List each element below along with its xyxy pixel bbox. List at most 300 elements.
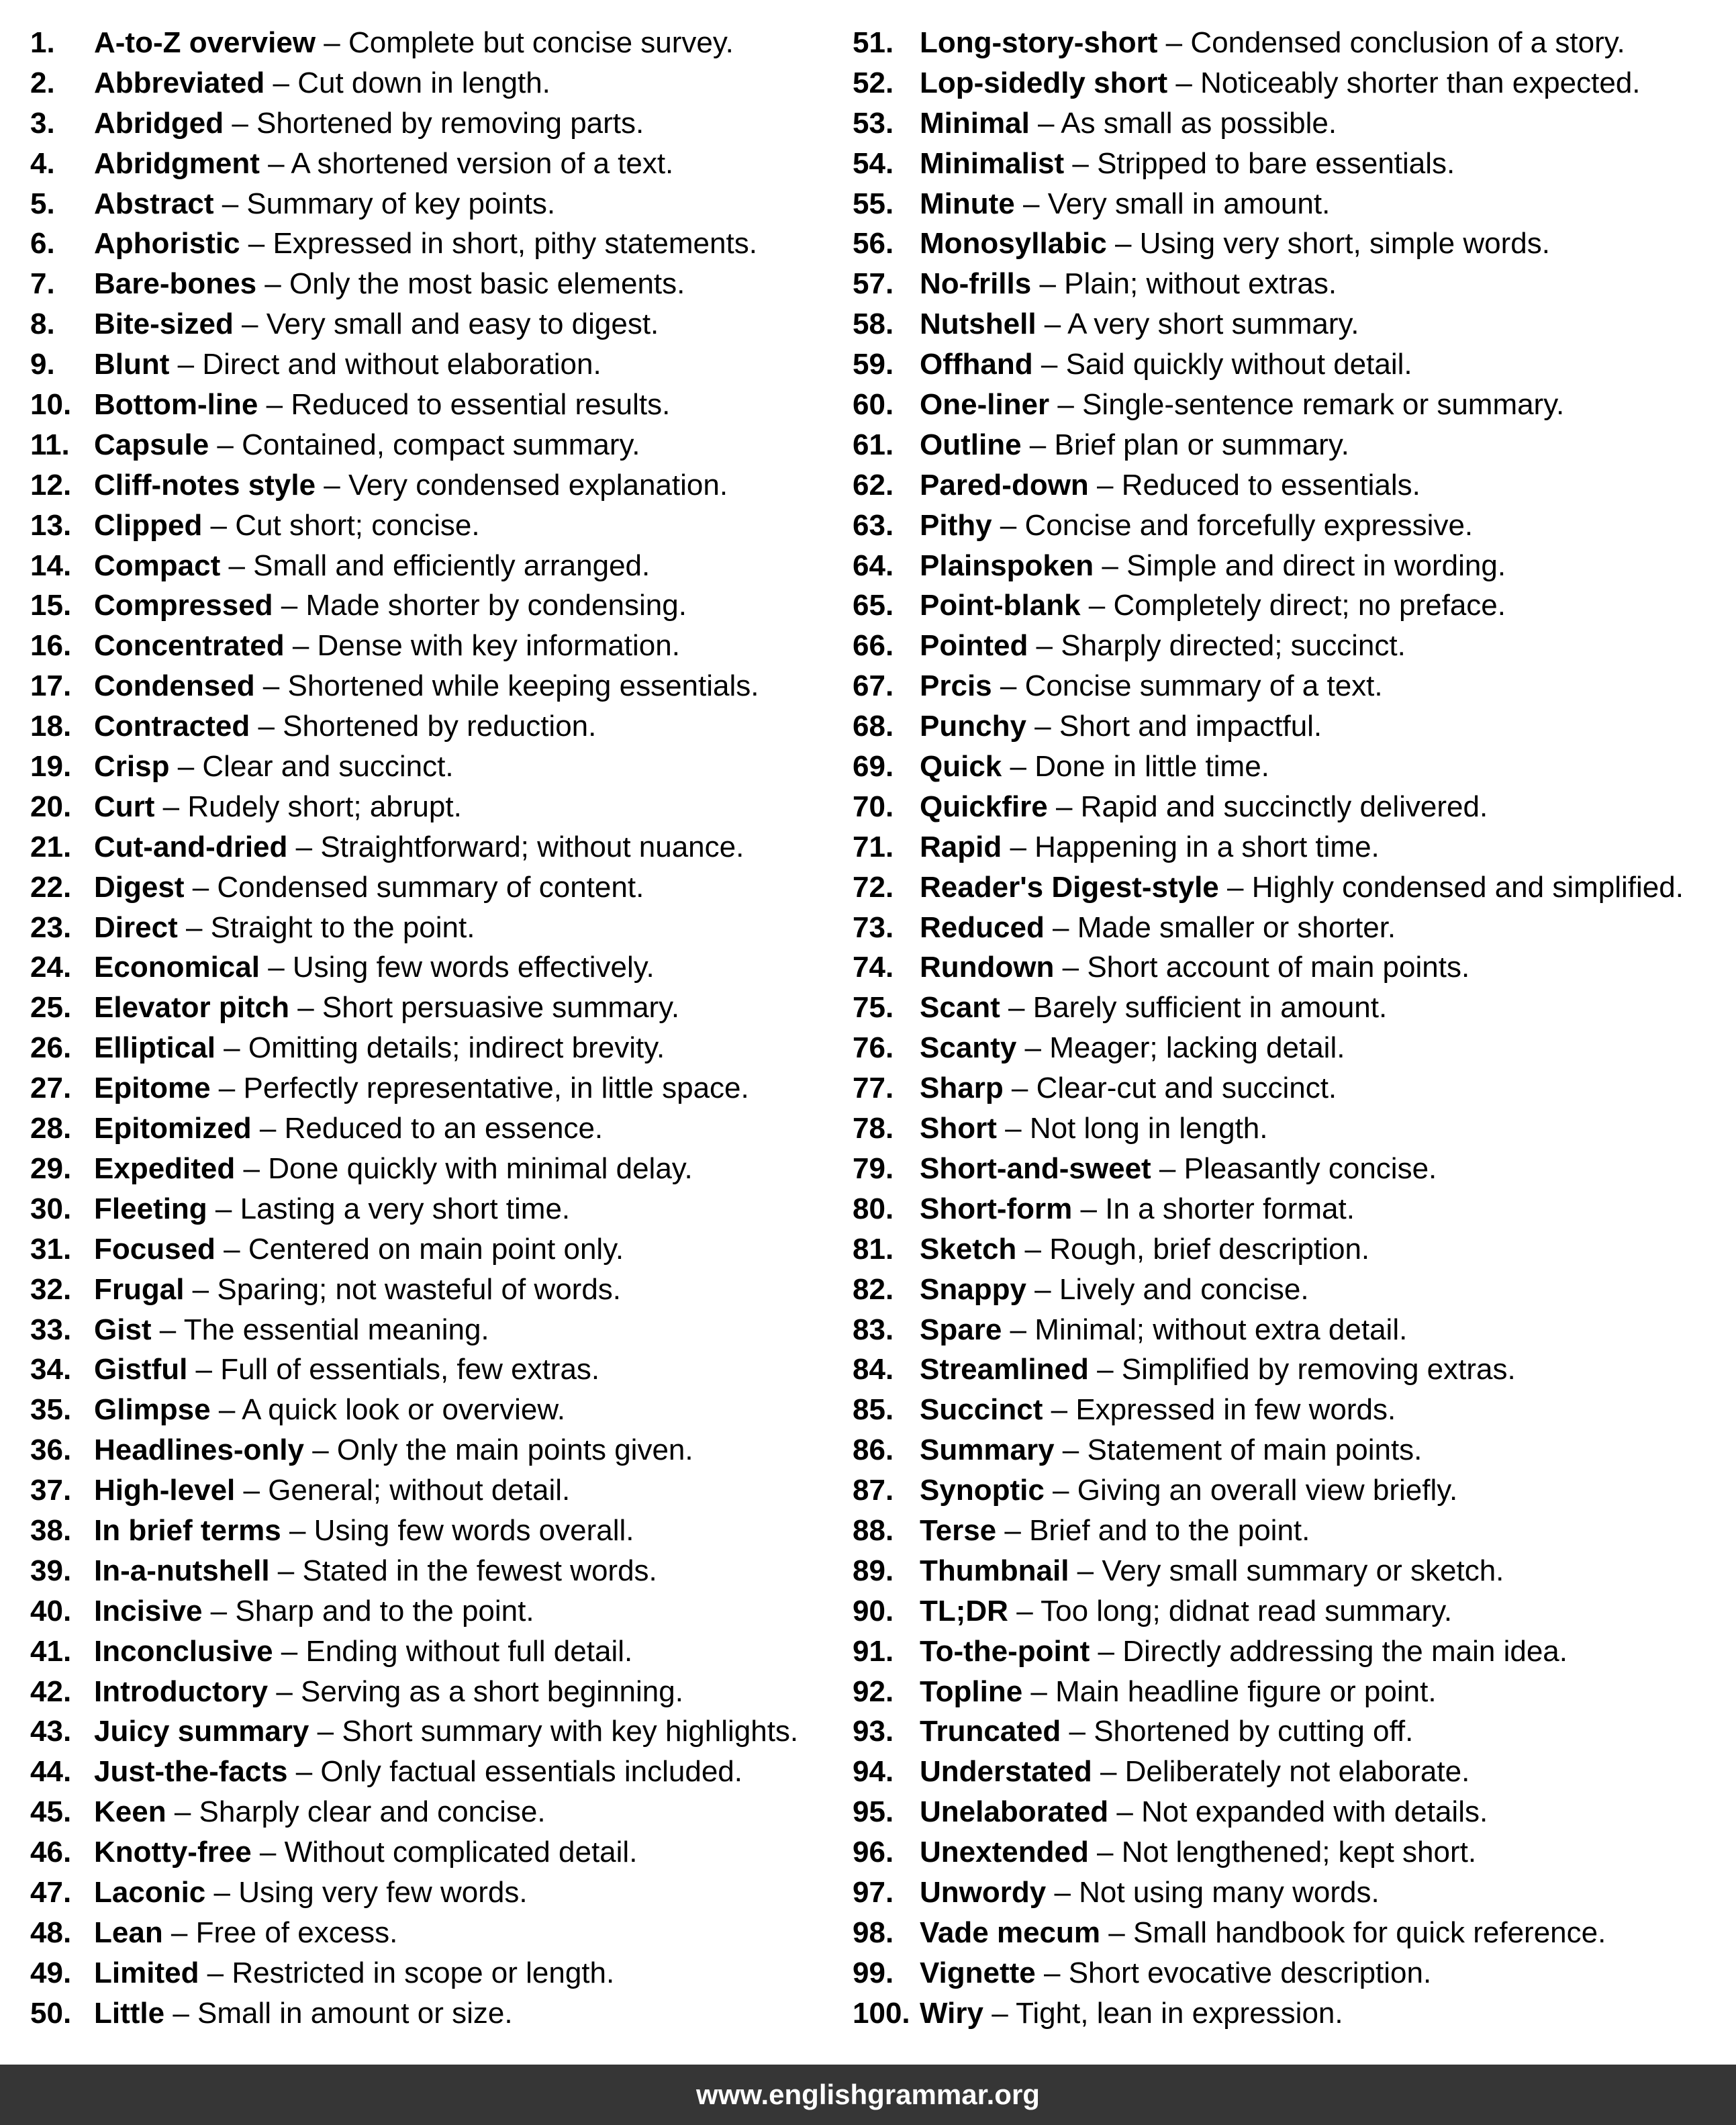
item-definition: Using few words effectively. (292, 951, 655, 984)
item-number: 47. (30, 1875, 72, 1909)
list-item (30, 506, 836, 546)
item-separator: – (235, 1151, 269, 1185)
item-number: 42. (30, 1674, 72, 1708)
list-item (30, 1511, 836, 1551)
item-text (920, 1310, 1407, 1350)
item-term: High-level (94, 1474, 236, 1507)
item-number: 13. (30, 508, 72, 542)
item-definition: Very small summary or sketch. (1102, 1554, 1504, 1587)
item-text (920, 1591, 1452, 1632)
item-term: Rapid (920, 830, 1002, 863)
item-definition: Very condensed explanation. (348, 468, 728, 502)
item-definition: The essential meaning. (183, 1313, 489, 1346)
item-separator: – (273, 1634, 306, 1668)
item-term: Just-the-facts (94, 1755, 288, 1789)
item-number: 52. (853, 66, 894, 99)
item-term: Unwordy (920, 1875, 1047, 1909)
list-item (30, 1028, 836, 1068)
item-definition: Expressed in short, pithy statements. (273, 227, 757, 261)
item-separator: – (1218, 870, 1252, 904)
item-number: 22. (30, 870, 72, 904)
list-item (853, 1953, 1725, 1993)
item-definition: Full of essentials, few extras. (220, 1353, 600, 1386)
item-term: Streamlined (920, 1353, 1089, 1386)
item-term: Short (920, 1112, 997, 1145)
item-separator: – (250, 710, 283, 743)
item-text (94, 706, 596, 747)
list-item (853, 1632, 1725, 1672)
item-definition: Cut down in length. (297, 66, 550, 99)
item-number: 25. (30, 991, 72, 1025)
item-number: 66. (853, 629, 894, 663)
item-text (920, 546, 1506, 586)
item-term: Curt (94, 790, 155, 823)
item-term: Frugal (94, 1272, 185, 1306)
item-text (920, 465, 1420, 506)
item-number: 33. (30, 1313, 72, 1346)
item-term: Clipped (94, 508, 203, 542)
list-item (30, 988, 836, 1028)
item-separator: – (303, 1433, 337, 1467)
list-item (853, 1993, 1725, 2034)
item-text (920, 585, 1506, 626)
item-number: 34. (30, 1353, 72, 1386)
item-number: 99. (853, 1956, 894, 1989)
item-separator: – (1032, 348, 1066, 381)
item-definition: Barely sufficient in amount. (1032, 991, 1388, 1025)
item-definition: Rudely short; abrupt. (187, 790, 462, 823)
item-text (920, 747, 1269, 787)
item-separator: – (1028, 629, 1061, 663)
item-separator: – (1167, 66, 1201, 99)
item-term: Knotty-free (94, 1836, 252, 1869)
item-separator: – (1088, 1353, 1122, 1386)
item-separator: – (1088, 468, 1122, 502)
item-term: Inconclusive (94, 1634, 273, 1668)
list-item (30, 184, 836, 224)
list-item (30, 1953, 836, 1993)
item-number: 73. (853, 910, 894, 944)
item-number: 65. (853, 589, 894, 622)
item-term: Glimpse (94, 1393, 211, 1427)
item-definition: Only the most basic elements. (289, 267, 685, 301)
item-separator: – (1002, 1313, 1035, 1346)
list-item (853, 23, 1725, 63)
item-separator: – (1054, 951, 1088, 984)
item-separator: – (199, 1956, 232, 1989)
item-text (94, 344, 601, 385)
item-number: 3. (30, 106, 55, 140)
item-text (94, 626, 680, 666)
item-definition: Made shorter by condensing. (305, 589, 687, 622)
item-number: 96. (853, 1836, 894, 1869)
item-separator: – (1021, 428, 1055, 461)
item-separator: – (284, 629, 318, 663)
item-term: Expedited (94, 1151, 236, 1185)
item-definition: Said quickly without detail. (1065, 348, 1412, 381)
item-number: 20. (30, 790, 72, 823)
item-text (94, 1270, 621, 1310)
item-text (94, 1350, 599, 1390)
item-separator: – (154, 790, 188, 823)
item-term: Pared-down (920, 468, 1089, 502)
item-definition: Stated in the fewest words. (302, 1554, 657, 1587)
list-item (853, 947, 1725, 988)
item-separator: – (1047, 790, 1081, 823)
item-definition: Ending without full detail. (305, 1634, 633, 1668)
list-item (853, 465, 1725, 506)
item-separator: – (259, 951, 293, 984)
item-separator: – (1031, 267, 1065, 301)
item-term: Elevator pitch (94, 991, 289, 1025)
item-separator: – (1064, 146, 1098, 180)
item-term: Scant (920, 991, 1000, 1025)
item-term: Long-story-short (920, 26, 1158, 59)
item-number: 51. (853, 26, 894, 59)
item-separator: – (1008, 1594, 1041, 1627)
item-separator: – (1029, 106, 1061, 140)
item-separator: – (210, 1393, 242, 1427)
item-term: One-liner (920, 388, 1050, 422)
item-number: 78. (853, 1112, 894, 1145)
item-definition: Meager; lacking detail. (1049, 1031, 1345, 1065)
item-definition: Short persuasive summary. (322, 991, 680, 1025)
item-text (94, 1832, 637, 1873)
item-definition: Concise and forcefully expressive. (1024, 508, 1474, 542)
item-text (920, 144, 1455, 184)
item-definition: Omitting details; indirect brevity. (248, 1031, 665, 1065)
item-separator: – (256, 267, 289, 301)
item-number: 91. (853, 1634, 894, 1668)
item-text (920, 1953, 1431, 1993)
item-definition: Pleasantly concise. (1184, 1151, 1437, 1185)
item-text (94, 385, 670, 425)
item-separator: – (184, 870, 218, 904)
item-separator: – (289, 991, 322, 1025)
item-text (94, 63, 550, 103)
list-item (853, 304, 1725, 344)
item-number: 27. (30, 1072, 72, 1105)
item-definition: Centered on main point only. (248, 1232, 624, 1266)
item-number: 69. (853, 750, 894, 784)
item-term: Punchy (920, 710, 1026, 743)
item-text (920, 425, 1349, 465)
item-term: In-a-nutshell (94, 1554, 270, 1587)
list-item (30, 1632, 836, 1672)
list-item (30, 908, 836, 948)
item-separator: – (235, 1474, 269, 1507)
list-item (30, 1591, 836, 1632)
item-term: Reduced (920, 910, 1045, 944)
item-definition: Only the main points given. (336, 1433, 693, 1467)
item-separator: – (1061, 1715, 1094, 1748)
item-term: Abridged (94, 106, 224, 140)
item-separator: – (1016, 1031, 1050, 1065)
list-item (30, 23, 836, 63)
list-item (853, 506, 1725, 546)
item-term: Minimal (920, 106, 1030, 140)
item-separator: – (1088, 1836, 1122, 1869)
item-separator: – (1014, 187, 1048, 220)
item-separator: – (1036, 308, 1068, 341)
item-text (94, 184, 555, 224)
item-definition: Tight, lean in expression. (1016, 1996, 1343, 2030)
item-separator: – (992, 669, 1025, 703)
item-number: 56. (853, 227, 894, 261)
item-term: Sharp (920, 1072, 1004, 1105)
item-term: Compact (94, 549, 221, 582)
item-separator: – (213, 187, 247, 220)
item-separator: – (309, 1715, 342, 1748)
item-definition: Short account of main points. (1087, 951, 1470, 984)
list-item (853, 827, 1725, 867)
item-definition: Dense with key information. (317, 629, 680, 663)
list-item (30, 1832, 836, 1873)
item-number: 59. (853, 348, 894, 381)
item-term: Epitomized (94, 1112, 252, 1145)
item-definition: Serving as a short beginning. (301, 1674, 683, 1708)
item-text (94, 1913, 397, 1953)
item-separator: – (224, 106, 257, 140)
list-item (853, 1350, 1725, 1390)
item-term: A-to-Z overview (94, 26, 316, 59)
item-term: Abstract (94, 187, 214, 220)
item-definition: Short evocative description. (1068, 1956, 1432, 1989)
item-term: Gist (94, 1313, 152, 1346)
item-separator: – (1049, 388, 1083, 422)
item-text (94, 747, 454, 787)
item-text (920, 1672, 1437, 1712)
item-definition: Contained, compact summary. (242, 428, 640, 461)
item-number: 83. (853, 1313, 894, 1346)
item-text (920, 103, 1337, 144)
item-separator: – (1026, 710, 1059, 743)
item-separator: – (1100, 1916, 1133, 1949)
item-text (94, 1108, 603, 1149)
list-item (30, 546, 836, 586)
item-text (94, 867, 644, 908)
item-number: 67. (853, 669, 894, 703)
item-text (94, 1390, 565, 1430)
item-text (920, 184, 1330, 224)
item-number: 87. (853, 1474, 894, 1507)
item-text (920, 1189, 1355, 1229)
list-item (30, 1350, 836, 1390)
list-item (853, 747, 1725, 787)
item-separator: – (1094, 549, 1127, 582)
item-number: 100. (853, 1996, 910, 2030)
list-item (853, 425, 1725, 465)
list-item (30, 1149, 836, 1189)
item-text (920, 23, 1625, 63)
item-term: Topline (920, 1674, 1023, 1708)
item-number: 90. (853, 1594, 894, 1627)
item-separator: – (1106, 227, 1140, 261)
item-definition: General; without detail. (268, 1474, 571, 1507)
list-item (853, 1390, 1725, 1430)
item-definition: Giving an overall view briefly. (1077, 1474, 1458, 1507)
list-item (853, 1229, 1725, 1270)
item-separator: – (166, 1795, 199, 1829)
item-term: Epitome (94, 1072, 211, 1105)
item-number: 54. (853, 146, 894, 180)
item-term: Aphoristic (94, 227, 240, 261)
list-item (30, 465, 836, 506)
item-number: 86. (853, 1433, 894, 1467)
item-definition: Very small in amount. (1047, 187, 1331, 220)
item-definition: Completely direct; no preface. (1113, 589, 1506, 622)
item-text (94, 1068, 749, 1108)
item-definition: Sharp and to the point. (235, 1594, 534, 1627)
item-definition: Done in little time. (1034, 750, 1269, 784)
list-item (853, 1108, 1725, 1149)
item-term: Little (94, 1996, 165, 2030)
item-definition: Done quickly with minimal delay. (268, 1151, 693, 1185)
item-definition: Deliberately not elaborate. (1124, 1755, 1470, 1789)
item-number: 9. (30, 348, 55, 381)
item-text (94, 264, 685, 304)
item-number: 5. (30, 187, 55, 220)
list-item (30, 103, 836, 144)
item-number: 81. (853, 1232, 894, 1266)
item-definition: Clear and succinct. (202, 750, 454, 784)
item-number: 38. (30, 1513, 72, 1547)
item-term: Plainspoken (920, 549, 1094, 582)
list-item (853, 908, 1725, 948)
item-text (920, 344, 1412, 385)
item-number: 85. (853, 1393, 894, 1427)
item-text (94, 988, 679, 1028)
item-separator: – (169, 348, 203, 381)
item-number: 15. (30, 589, 72, 622)
item-separator: – (220, 549, 254, 582)
item-text (920, 867, 1684, 908)
item-text (920, 626, 1406, 666)
item-term: Condensed (94, 669, 255, 703)
list-item (30, 867, 836, 908)
item-separator: – (151, 1313, 184, 1346)
item-text (94, 103, 644, 144)
list-item (30, 1752, 836, 1792)
item-number: 55. (853, 187, 894, 220)
item-number: 17. (30, 669, 72, 703)
list-item (30, 666, 836, 706)
item-number: 89. (853, 1554, 894, 1587)
item-separator: – (316, 26, 348, 59)
item-term: Abbreviated (94, 66, 265, 99)
item-term: Outline (920, 428, 1022, 461)
item-definition: Condensed conclusion of a story. (1190, 26, 1625, 59)
item-text (920, 1993, 1343, 2034)
item-term: To-the-point (920, 1634, 1090, 1668)
item-text (920, 787, 1488, 827)
item-definition: A very short summary. (1067, 308, 1359, 341)
item-term: Spare (920, 1313, 1002, 1346)
item-definition: As small as possible. (1061, 106, 1337, 140)
item-number: 31. (30, 1232, 72, 1266)
item-term: Terse (920, 1513, 997, 1547)
item-definition: Highly condensed and simplified. (1251, 870, 1684, 904)
item-text (920, 1028, 1345, 1068)
item-text (920, 947, 1469, 988)
item-separator: – (992, 508, 1025, 542)
item-definition: Very small and easy to digest. (266, 308, 659, 341)
item-text (94, 585, 687, 626)
list-item (30, 1430, 836, 1470)
list-item (853, 1551, 1725, 1591)
item-separator: – (233, 308, 267, 341)
item-number: 92. (853, 1674, 894, 1708)
item-term: Contracted (94, 710, 250, 743)
item-number: 74. (853, 951, 894, 984)
list-item (30, 1310, 836, 1350)
item-definition: Summary of key points. (246, 187, 556, 220)
item-term: Bare-bones (94, 267, 257, 301)
item-text (94, 1711, 798, 1752)
item-definition: Simplified by removing extras. (1121, 1353, 1516, 1386)
item-text (920, 1430, 1422, 1470)
list-item (853, 1028, 1725, 1068)
item-term: Limited (94, 1956, 199, 1989)
item-term: Incisive (94, 1594, 203, 1627)
item-term: Abridgment (94, 146, 260, 180)
list-item (853, 1149, 1725, 1189)
item-definition: Restricted in scope or length. (232, 1956, 615, 1989)
item-definition: Reduced to an essence. (284, 1112, 604, 1145)
item-definition: Small and efficiently arranged. (253, 549, 650, 582)
item-text (94, 1028, 665, 1068)
item-text (94, 304, 659, 344)
item-text (94, 1470, 570, 1511)
item-definition: Statement of main points. (1087, 1433, 1422, 1467)
item-number: 64. (853, 549, 894, 582)
item-number: 77. (853, 1072, 894, 1105)
word-list-right-column (853, 23, 1725, 2034)
item-term: Understated (920, 1755, 1092, 1789)
item-text (94, 908, 475, 948)
item-text (920, 1390, 1396, 1430)
item-text (94, 1430, 693, 1470)
item-term: Summary (920, 1433, 1055, 1467)
item-text (94, 1229, 624, 1270)
item-text (920, 827, 1380, 867)
item-number: 4. (30, 146, 55, 180)
item-number: 46. (30, 1836, 72, 1869)
item-definition: Brief and to the point. (1029, 1513, 1310, 1547)
list-item (853, 264, 1725, 304)
item-number: 97. (853, 1875, 894, 1909)
list-item (30, 144, 836, 184)
item-number: 79. (853, 1151, 894, 1185)
item-number: 39. (30, 1554, 72, 1587)
item-number: 10. (30, 388, 72, 422)
item-number: 68. (853, 710, 894, 743)
item-separator: – (240, 227, 273, 261)
item-definition: A quick look or overview. (242, 1393, 565, 1427)
item-text (920, 1752, 1469, 1792)
item-term: Monosyllabic (920, 227, 1107, 261)
item-term: Focused (94, 1232, 215, 1266)
item-separator: – (251, 1112, 285, 1145)
list-item (30, 1270, 836, 1310)
item-definition: Without complicated detail. (284, 1836, 638, 1869)
footer-banner (0, 2065, 1736, 2125)
item-text (94, 1632, 632, 1672)
item-term: Offhand (920, 348, 1033, 381)
item-separator: – (164, 1996, 198, 2030)
item-text (94, 1189, 570, 1229)
item-term: Nutshell (920, 308, 1036, 341)
